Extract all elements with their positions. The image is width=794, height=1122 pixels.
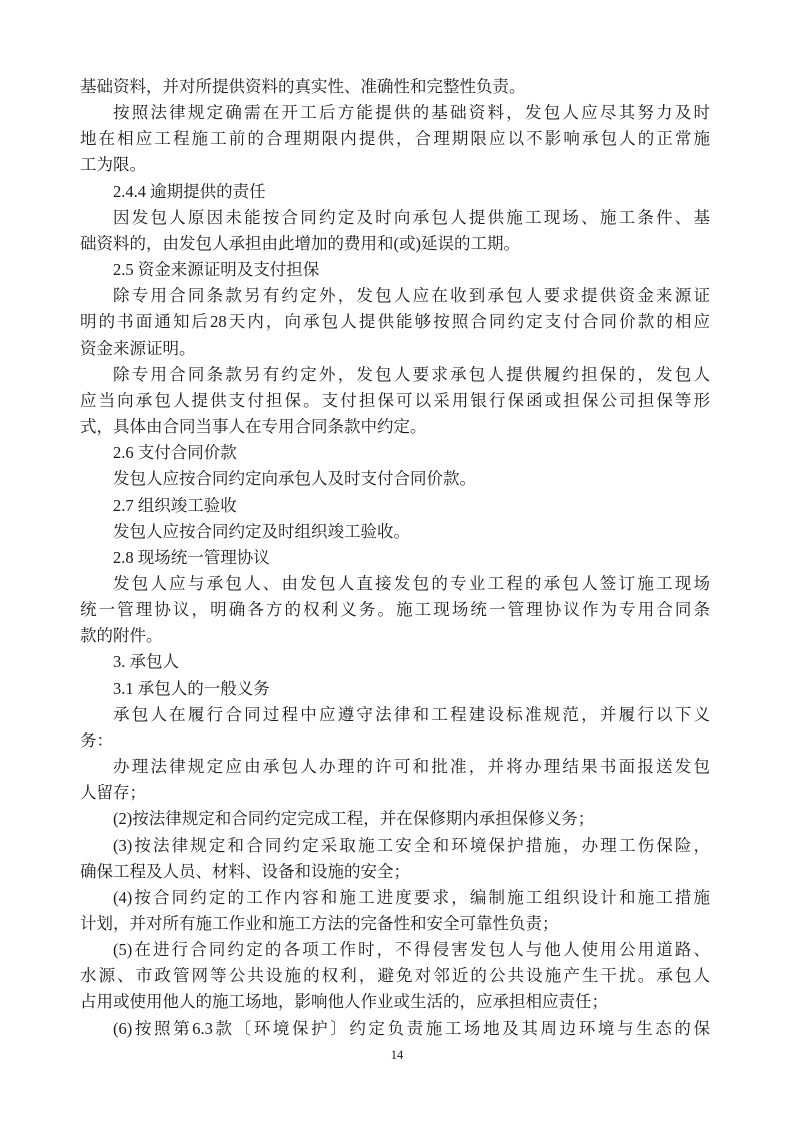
text-line: 地在相应工程施工前的合理期限内提供，合理期限应以不影响承包人的正常施: [80, 129, 710, 149]
text-line: 因发包人原因未能按合同约定及时向承包人提供施工现场、施工条件、基: [113, 207, 710, 227]
text-line: 计划，并对所有施工作业和施工方法的完备性和安全可靠性负责；: [80, 914, 559, 933]
text-line: 应当向承包人提供支付担保。支付担保可以采用银行保函或担保公司担保等形: [80, 390, 710, 410]
text-line: 2.5 资金来源证明及支付担保: [113, 260, 320, 280]
text-line: 按照法律规定确需在开工后方能提供的基础资料，发包人应尽其努力及时: [113, 103, 710, 123]
text-line: (4)按合同约定的工作内容和施工进度要求，编制施工组织设计和施工措施: [113, 887, 710, 907]
page-footer: [0, 1046, 794, 1064]
text-line: 资金来源证明。: [80, 338, 196, 358]
text-line: 办理法律规定应由承包人办理的许可和批准，并将办理结果书面报送发包: [113, 757, 710, 777]
text-line: 2.6 支付合同价款: [113, 443, 237, 463]
text-line: 确保工程及人员、材料、设备和设施的安全；: [80, 861, 410, 881]
text-line: 款的附件。: [80, 626, 163, 646]
text-line: 承包人在履行合同过程中应遵守法律和工程建设标准规范，并履行以下义: [113, 704, 710, 724]
text-line: 除专用合同条款另有约定外，发包人应在收到承包人要求提供资金来源证: [113, 286, 710, 306]
text-line: 式，具体由合同当事人在专用合同条款中约定。: [80, 417, 427, 437]
text-line: 发包人应与承包人、由发包人直接发包的专业工程的承包人签订施工现场: [113, 573, 710, 593]
text-line: 占用或使用他人的施工场地，影响他人作业或生活的，应承担相应责任；: [80, 992, 608, 1012]
text-line: 3. 承包人: [113, 652, 179, 672]
text-line: 人留存；: [80, 783, 146, 803]
text-line: 发包人应按合同约定及时组织竣工验收。: [113, 521, 410, 541]
text-line: 2.8 现场统一管理协议: [113, 547, 270, 567]
text-line: 基础资料，并对所提供资料的真实性、准确性和完整性负责。: [80, 77, 526, 96]
text-line: 2.7 组织竣工验收: [113, 495, 237, 515]
text-line: 工为限。: [80, 155, 146, 175]
text-line: 明的书面通知后28天内，向承包人提供能够按照合同约定支付合同价款的相应: [80, 312, 710, 332]
text-line: 水源、市政管网等公共设施的权利，避免对邻近的公共设施产生干扰。承包人: [80, 966, 710, 986]
text-line: (5)在进行合同约定的各项工作时，不得侵害发包人与他人使用公用道路、: [113, 940, 710, 960]
page-number: 14: [390, 1048, 404, 1062]
text-line: 3.1 承包人的一般义务: [113, 678, 270, 698]
text-block: [80, 74, 710, 1042]
text-line: 础资料的，由发包人承担由此增加的费用和(或)延误的工期。: [80, 233, 520, 253]
text-line: (3)按法律规定和合同约定采取施工安全和环境保护措施，办理工伤保险，: [113, 835, 710, 855]
text-line: 发包人应按合同约定向承包人及时支付合同价款。: [113, 469, 476, 489]
text-line: 2.4.4 逾期提供的责任: [113, 181, 266, 201]
text-line: 务：: [80, 730, 113, 750]
text-line: (2)按法律规定和合同约定完成工程，并在保修期内承担保修义务；: [113, 809, 595, 829]
text-line: 统一管理协议，明确各方的权利义务。施工现场统一管理协议作为专用合同条: [80, 600, 710, 620]
text-line: (6)按照第6.3款〔环境保护〕约定负责施工场地及其周边环境与生态的保: [113, 1018, 710, 1038]
text-line: 除专用合同条款另有约定外，发包人要求承包人提供履约担保的，发包人: [113, 364, 710, 384]
